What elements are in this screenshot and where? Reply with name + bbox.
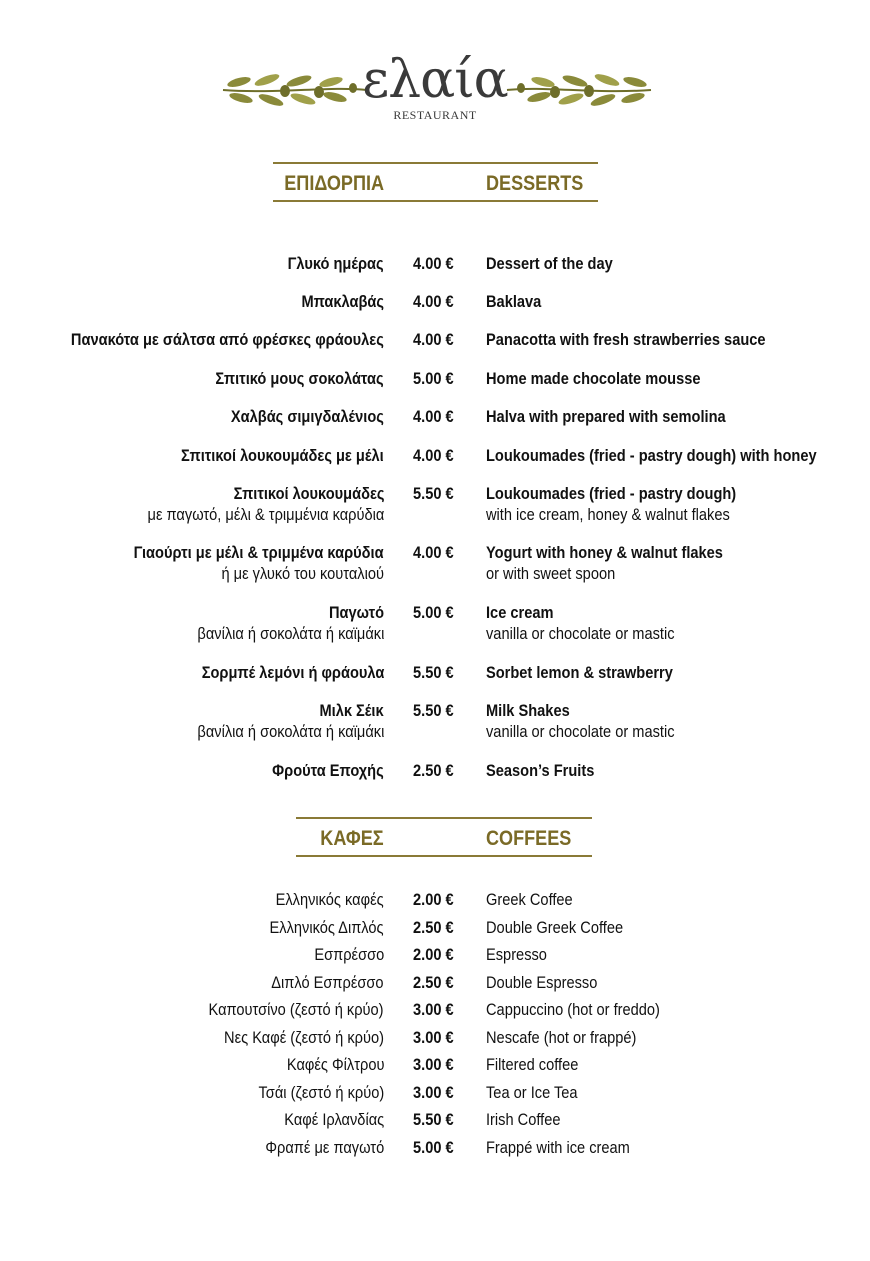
coffees-title-gr: ΚΑΦΕΣ <box>320 827 384 850</box>
dessert-price: 4.00 € <box>413 543 454 562</box>
coffee-price: 2.00 € <box>413 890 454 909</box>
coffee-name-en: Double Espresso <box>486 973 598 992</box>
dessert-name-gr: Παγωτό <box>328 603 384 622</box>
coffee-price: 2.50 € <box>413 973 454 992</box>
dessert-price: 4.00 € <box>413 330 454 349</box>
coffee-name-en: Irish Coffee <box>486 1110 561 1129</box>
dessert-name-gr: Φρούτα Εποχής <box>272 761 384 780</box>
coffee-name-gr: Ελληνικός Διπλός <box>270 918 384 937</box>
coffee-price: 5.00 € <box>413 1138 454 1157</box>
dessert-price: 5.00 € <box>413 603 454 622</box>
dessert-name-en: Home made chocolate mousse <box>486 369 701 388</box>
desserts-title-en: DESSERTS <box>486 172 584 195</box>
coffee-name-en: Cappuccino (hot or freddo) <box>486 1000 660 1019</box>
coffee-price: 5.50 € <box>413 1110 454 1129</box>
dessert-desc-en: with ice cream, honey & walnut flakes <box>486 505 730 524</box>
dessert-price: 5.50 € <box>413 484 454 503</box>
coffee-price: 2.00 € <box>413 945 454 964</box>
dessert-desc-gr: βανίλια ή σοκολάτα ή καϊμάκι <box>197 722 384 741</box>
dessert-desc-gr: με παγωτό, μέλι & τριμμένια καρύδια <box>147 505 384 524</box>
coffees-header-top-rule <box>296 817 592 819</box>
logo-subtitle: RESTAURANT <box>393 108 477 122</box>
dessert-name-en: Yogurt with honey & walnut flakes <box>486 543 723 562</box>
dessert-price: 4.00 € <box>413 292 454 311</box>
coffee-name-en: Greek Coffee <box>486 890 573 909</box>
coffee-name-gr: Καπουτσίνο (ζεστό ή κρύο) <box>208 1000 384 1019</box>
dessert-name-gr: Γλυκό ημέρας <box>288 254 384 273</box>
dessert-name-gr: Μπακλαβάς <box>301 292 384 311</box>
coffee-price: 2.50 € <box>413 918 454 937</box>
logo-wordmark: ελαία <box>362 50 508 110</box>
dessert-name-gr: Σπιτικό μους σοκολάτας <box>215 369 384 388</box>
dessert-price: 5.00 € <box>413 369 454 388</box>
dessert-name-gr: Πανακότα με σάλτσα από φρέσκες φράουλες <box>71 330 384 349</box>
restaurant-logo <box>215 50 655 130</box>
dessert-name-en: Ice cream <box>486 603 554 622</box>
dessert-name-en: Panacotta with fresh strawberries sauce <box>486 330 766 349</box>
dessert-desc-gr: ή με γλυκό του κουταλιού <box>221 564 384 583</box>
coffee-name-en: Frappé with ice cream <box>486 1138 630 1157</box>
desserts-header-top-rule <box>273 162 598 164</box>
dessert-name-en: Sorbet lemon & strawberry <box>486 663 673 682</box>
desserts-header <box>0 162 870 202</box>
coffee-name-gr: Εσπρέσσο <box>314 945 384 964</box>
dessert-name-en: Loukoumades (fried - pastry dough) with honey <box>486 446 817 465</box>
dessert-price: 4.00 € <box>413 407 454 426</box>
coffee-price: 3.00 € <box>413 1055 454 1074</box>
dessert-price: 4.00 € <box>413 446 454 465</box>
coffee-name-en: Nescafe (hot or frappé) <box>486 1028 637 1047</box>
coffee-name-gr: Τσάι (ζεστό ή κρύο) <box>258 1083 384 1102</box>
dessert-desc-en: vanilla or chocolate or mastic <box>486 722 675 741</box>
coffee-name-gr: Καφές Φίλτρου <box>286 1055 384 1074</box>
dessert-name-gr: Σπιτικοί λουκουμάδες <box>233 484 384 503</box>
dessert-price: 4.00 € <box>413 254 454 273</box>
coffee-price: 3.00 € <box>413 1083 454 1102</box>
dessert-name-en: Halva with prepared with semolina <box>486 407 726 426</box>
dessert-name-gr: Γιαούρτι με μέλι & τριμμένα καρύδια <box>134 543 384 562</box>
dessert-name-gr: Σπιτικοί λουκουμάδες με μέλι <box>181 446 384 465</box>
coffee-name-en: Tea or Ice Tea <box>486 1083 578 1102</box>
dessert-desc-en: vanilla or chocolate or mastic <box>486 624 675 643</box>
dessert-name-en: Baklava <box>486 292 542 311</box>
dessert-name-gr: Χαλβάς σιμιγδαλένιος <box>231 407 384 426</box>
coffee-name-gr: Φραπέ με παγωτό <box>265 1138 384 1157</box>
dessert-name-en: Milk Shakes <box>486 701 570 720</box>
coffee-price: 3.00 € <box>413 1028 454 1047</box>
coffee-name-gr: Διπλό Εσπρέσσο <box>271 973 384 992</box>
coffee-price: 3.00 € <box>413 1000 454 1019</box>
desserts-header-bottom-rule <box>273 200 598 202</box>
desserts-title-gr: ΕΠΙΔΟΡΠΙΑ <box>284 172 384 195</box>
coffees-title-en: COFFEES <box>486 827 572 850</box>
dessert-name-gr: Μιλκ Σέικ <box>319 701 384 720</box>
coffee-name-gr: Ελληνικός καφές <box>275 890 384 909</box>
coffee-name-en: Espresso <box>486 945 547 964</box>
dessert-price: 5.50 € <box>413 663 454 682</box>
coffee-name-en: Filtered coffee <box>486 1055 579 1074</box>
dessert-desc-en: or with sweet spoon <box>486 564 616 583</box>
dessert-price: 5.50 € <box>413 701 454 720</box>
dessert-name-en: Dessert of the day <box>486 254 613 273</box>
dessert-desc-gr: βανίλια ή σοκολάτα ή καϊμάκι <box>197 624 384 643</box>
coffees-header <box>0 817 870 857</box>
dessert-price: 2.50 € <box>413 761 454 780</box>
dessert-name-gr: Σορμπέ λεμόνι ή φράουλα <box>201 663 384 682</box>
coffee-name-en: Double Greek Coffee <box>486 918 624 937</box>
dessert-name-en: Season’s Fruits <box>486 761 595 780</box>
dessert-name-en: Loukoumades (fried - pastry dough) <box>486 484 737 503</box>
coffee-name-gr: Νες Καφέ (ζεστό ή κρύο) <box>224 1028 384 1047</box>
coffee-name-gr: Καφέ Ιρλανδίας <box>284 1110 384 1129</box>
coffees-header-bottom-rule <box>296 855 592 857</box>
